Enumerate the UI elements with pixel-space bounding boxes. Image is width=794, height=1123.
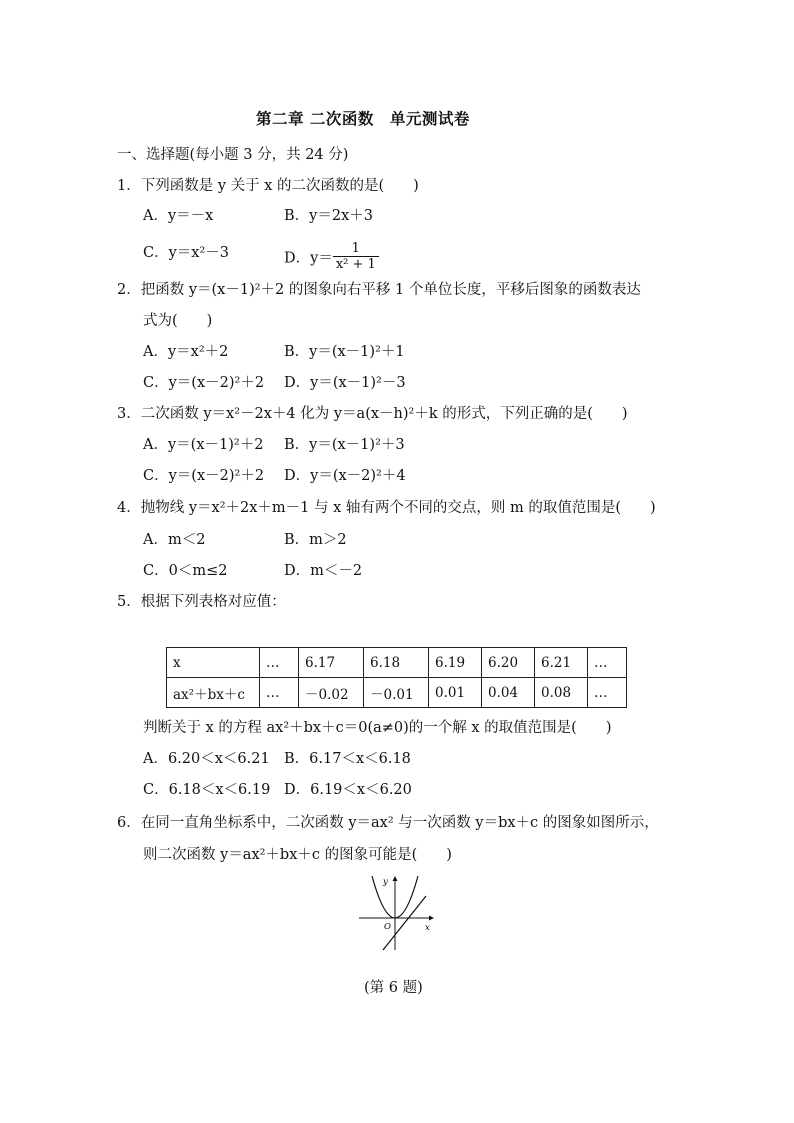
q2-stem-line1: 2．把函数 y＝(x－1)²＋2 的图象向右平移 1 个单位长度，平移后图象的函数表达 xyxy=(117,282,641,298)
x-axis-label: x xyxy=(425,923,430,933)
q5-stem: 5．根据下列表格对应值： xyxy=(117,594,286,610)
q2-option-b: B．y＝(x－1)²＋1 xyxy=(284,344,405,360)
table-row xyxy=(167,648,627,678)
q6-caption: (第 6 题) xyxy=(364,980,423,996)
q5-option-d: D．6.19＜x＜6.20 xyxy=(284,782,412,798)
q5-option-a: A．6.20＜x＜6.21 xyxy=(143,751,270,767)
q1-fraction-numerator: 1 xyxy=(333,241,379,257)
table-cell: … xyxy=(588,678,627,708)
q1-option-d-prefix: D．y＝ xyxy=(284,250,333,267)
table-cell: 6.19 xyxy=(429,648,482,678)
x-axis-arrow xyxy=(429,916,434,921)
table-cell: … xyxy=(588,648,627,678)
q2-option-c: C．y＝(x－2)²＋2 xyxy=(143,375,265,391)
table-cell: 6.17 xyxy=(299,648,364,678)
q3-option-a: A．y＝(x－1)²＋2 xyxy=(143,437,264,453)
value-table xyxy=(166,647,627,708)
q2-stem-line2: 式为( ) xyxy=(143,313,213,329)
table-cell: … xyxy=(260,678,299,708)
q2-option-a: A．y＝x²＋2 xyxy=(143,344,229,360)
table-cell: ax²＋bx＋c xyxy=(167,678,260,708)
table-cell: 0.04 xyxy=(482,678,535,708)
table-cell: －0.02 xyxy=(299,678,364,708)
y-axis-arrow xyxy=(393,876,398,881)
q6-stem-line2: 则二次函数 y＝ax²＋bx＋c 的图象可能是( ) xyxy=(143,847,452,863)
table-cell: 0.08 xyxy=(535,678,588,708)
section-header: 一、选择题(每小题 3 分，共 24 分) xyxy=(117,147,349,163)
q2-option-d: D．y＝(x－1)²－3 xyxy=(284,375,406,391)
q1-stem: 1．下列函数是 y 关于 x 的二次函数的是( ) xyxy=(117,178,419,194)
q3-option-d: D．y＝(x－2)²＋4 xyxy=(284,468,406,484)
q3-option-c: C．y＝(x－2)²＋2 xyxy=(143,468,265,484)
page-title: 第二章 二次函数 单元测试卷 xyxy=(256,109,470,128)
q3-option-b: B．y＝(x－1)²＋3 xyxy=(284,437,405,453)
q4-option-c: C．0＜m≤2 xyxy=(143,563,228,579)
y-axis-label: y xyxy=(383,877,388,887)
table-cell: x xyxy=(167,648,260,678)
table-cell: 0.01 xyxy=(429,678,482,708)
q1-option-c: C．y＝x²－3 xyxy=(143,245,230,261)
q4-option-d: D．m＜－2 xyxy=(284,563,363,579)
q4-stem: 4．抛物线 y＝x²＋2x＋m－1 与 x 轴有两个不同的交点，则 m 的取值范围是( ) xyxy=(117,500,656,516)
q1-option-d xyxy=(284,243,379,274)
q5-option-c: C．6.18＜x＜6.19 xyxy=(143,782,271,798)
origin-label: O xyxy=(384,922,391,932)
table-cell: 6.20 xyxy=(482,648,535,678)
q4-option-b: B．m＞2 xyxy=(284,532,347,548)
q1-option-b: B．y＝2x＋3 xyxy=(284,208,373,224)
q1-fraction-denominator: x² + 1 xyxy=(335,257,376,272)
q3-stem: 3．二次函数 y＝x²－2x＋4 化为 y＝a(x－h)²＋k 的形式，下列正确的是( ) xyxy=(117,406,628,422)
q1-option-a: A．y＝－x xyxy=(143,208,214,224)
table-cell: … xyxy=(260,648,299,678)
q5-option-b: B．6.17＜x＜6.18 xyxy=(284,751,411,767)
q4-option-a: A．m＜2 xyxy=(143,532,206,548)
table-cell: －0.01 xyxy=(364,678,429,708)
table-cell: 6.21 xyxy=(535,648,588,678)
q6-stem-line1: 6．在同一直角坐标系中，二次函数 y＝ax² 与一次函数 y＝bx＋c 的图象如图所示， xyxy=(117,815,659,831)
q6-graph xyxy=(355,872,437,952)
q5-question: 判断关于 x 的方程 ax²＋bx＋c＝0(a≠0)的一个解 x 的取值范围是( ) xyxy=(143,720,612,736)
q1-fraction xyxy=(333,241,379,272)
table-cell: 6.18 xyxy=(364,648,429,678)
table-row xyxy=(167,678,627,708)
